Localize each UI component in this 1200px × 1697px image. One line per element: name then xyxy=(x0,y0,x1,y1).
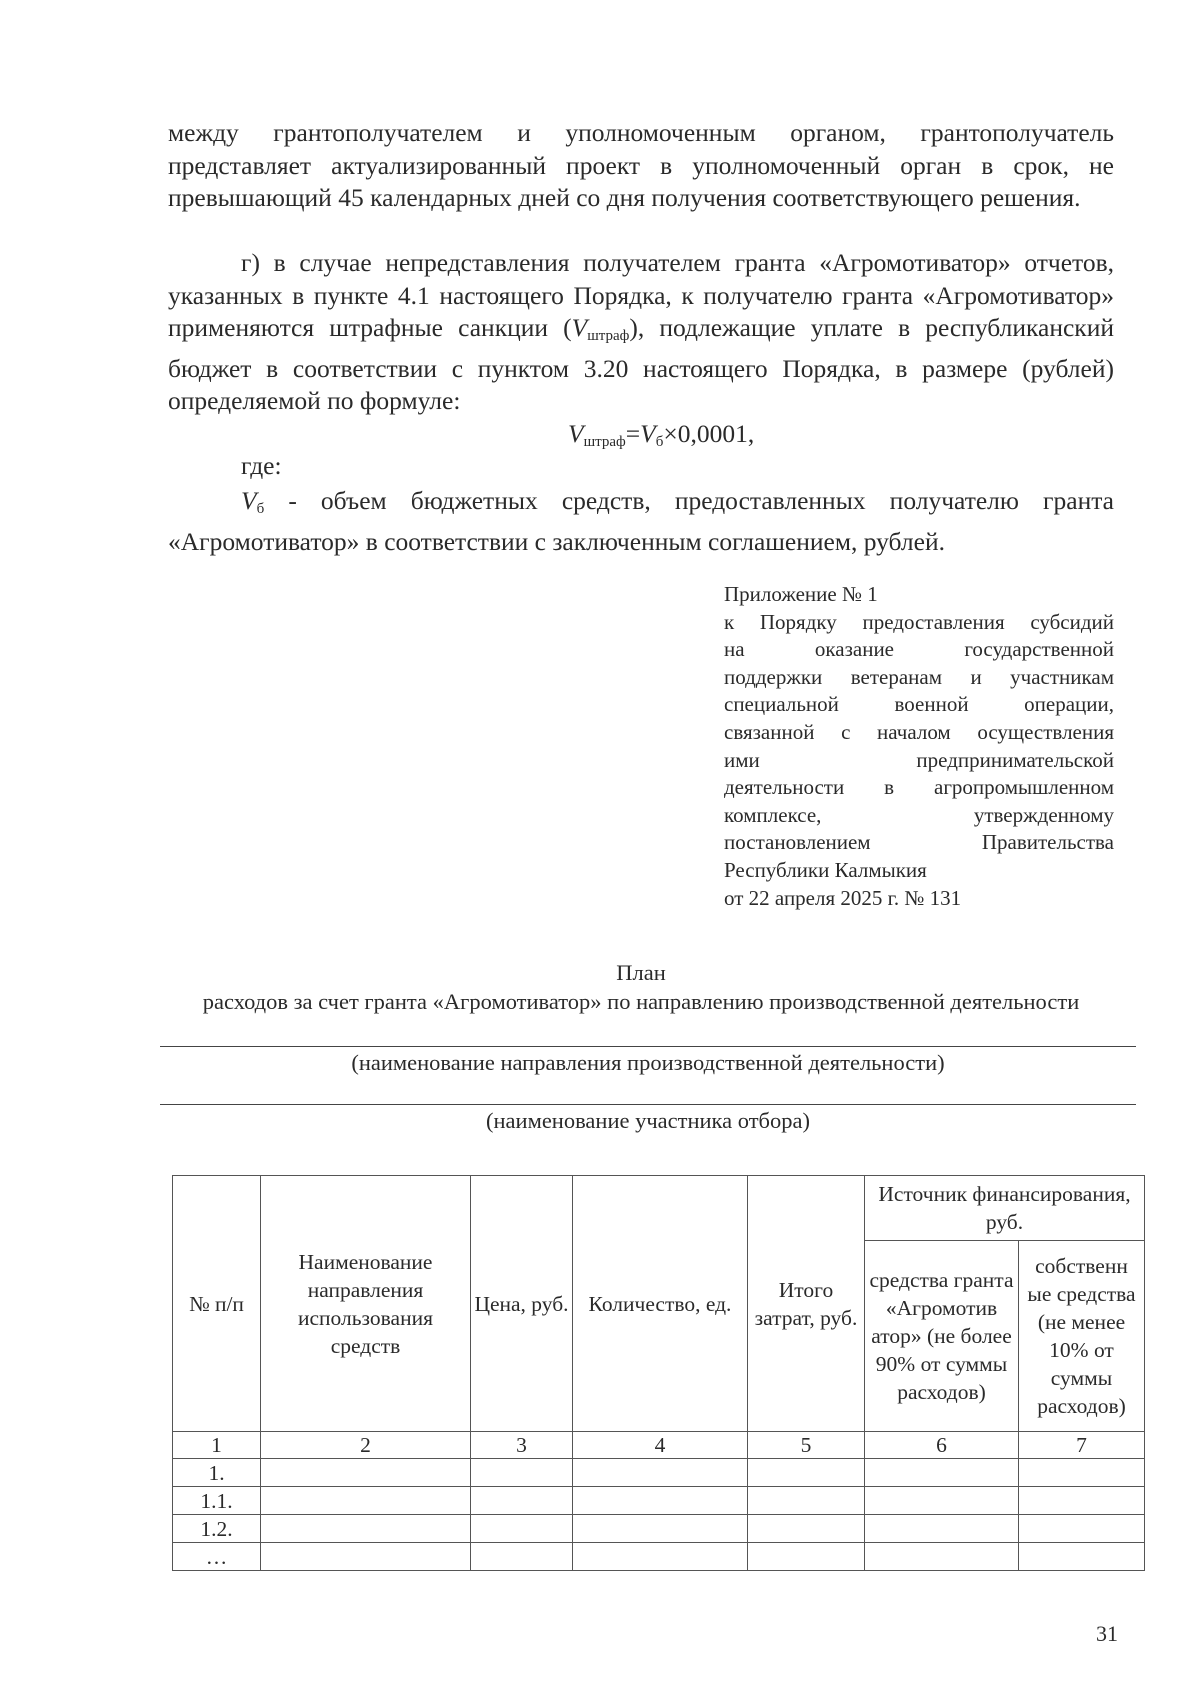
table-cell xyxy=(748,1515,865,1543)
appendix-line: к Порядку предоставления субсидий xyxy=(724,609,1114,634)
table-cell xyxy=(471,1515,573,1543)
appendix-header xyxy=(724,581,1114,912)
appendix-line: специальной военной операции, xyxy=(724,692,1114,717)
table-cell xyxy=(1019,1487,1145,1515)
paragraph-item-g xyxy=(168,247,1114,418)
appendix-line: деятельности в агропромышленном xyxy=(724,775,1114,800)
definition-text: - объем бюджетных средств, предоставленных получателю гранта «Агромотиватор» в соответствии с заключенным соглашением, рублей. xyxy=(168,486,1114,556)
formula-sub-budget: б xyxy=(655,434,664,450)
appendix-line: Республики Калмыкия xyxy=(724,857,927,882)
penalty-variable-subscript: штраф xyxy=(587,328,630,344)
table-cell xyxy=(748,1487,865,1515)
table-row xyxy=(173,1487,1145,1515)
penalty-formula xyxy=(568,418,754,458)
column-number: 7 xyxy=(1019,1432,1145,1459)
formula-var-penalty: V xyxy=(568,419,584,448)
table-row xyxy=(173,1515,1145,1543)
appendix-line: поддержки ветеранам и участникам xyxy=(724,664,1114,689)
table-cell xyxy=(573,1487,748,1515)
appendix-line: комплексе, утвержденному xyxy=(724,802,1114,827)
column-number-row xyxy=(173,1432,1145,1459)
expense-plan-table xyxy=(172,1175,1145,1571)
row-number: 1.2. xyxy=(173,1515,261,1543)
row-number: 1. xyxy=(173,1459,261,1487)
table-cell xyxy=(573,1515,748,1543)
formula-var-budget: V xyxy=(640,419,656,448)
table-cell xyxy=(573,1459,748,1487)
table-cell xyxy=(865,1487,1019,1515)
column-number: 6 xyxy=(865,1432,1019,1459)
row-number: … xyxy=(173,1543,261,1571)
table-cell xyxy=(261,1543,471,1571)
table-cell xyxy=(748,1459,865,1487)
column-number: 4 xyxy=(573,1432,748,1459)
table-cell xyxy=(865,1543,1019,1571)
header-own-funds: собственн ые средства (не менее 10% от суммы расходов) xyxy=(1019,1241,1145,1432)
table-cell xyxy=(1019,1515,1145,1543)
table-cell xyxy=(261,1459,471,1487)
direction-fill-line xyxy=(160,1046,1136,1047)
header-quantity: Количество, ед. xyxy=(573,1176,748,1432)
participant-caption: (наименование участника отбора) xyxy=(486,1108,810,1133)
appendix-line: на оказание государственной xyxy=(724,637,1114,662)
direction-caption: (наименование направления производственной деятельности) xyxy=(351,1050,945,1075)
column-number: 1 xyxy=(173,1432,261,1459)
definition-variable: V xyxy=(241,486,257,515)
table-cell xyxy=(471,1459,573,1487)
table-row xyxy=(173,1543,1145,1571)
column-number: 3 xyxy=(471,1432,573,1459)
header-name: Наименование направления использования средств xyxy=(261,1176,471,1432)
where-label: где: xyxy=(241,451,282,480)
appendix-date-line: от 22 апреля 2025 г. № 131 xyxy=(724,885,962,910)
paragraph-continuation: между грантополучателем и уполномоченным органом, грантополучатель представляет актуализированный проект в уполномоченный орган в срок, не превышающий 45 календарных дней со дня получения соответствующего решения. xyxy=(168,118,1114,212)
paragraph-item-g-end: ), подлежащие уплате в республиканский бюджет в соответствии с пунктом 3.20 настоящего Порядка, в размере (рублей) определяемой по формуле: xyxy=(168,313,1114,415)
table-cell xyxy=(471,1487,573,1515)
table-cell xyxy=(748,1543,865,1571)
penalty-variable: V xyxy=(571,313,588,342)
plan-subtitle: расходов за счет гранта «Агромотиватор» по направлению производственной деятельности xyxy=(202,989,1080,1014)
paragraph-item-g-start: г) в случае непредставления получателем гранта «Агромотиватор» отчетов, указанных в пункте 4.1 настоящего Порядка, к получателю гранта «Агромотиватор» применяются штрафные санкции ( xyxy=(168,248,1114,342)
table-cell xyxy=(261,1487,471,1515)
table-row xyxy=(173,1459,1145,1487)
participant-fill-line xyxy=(160,1104,1136,1105)
appendix-line: ими предпринимательской xyxy=(724,747,1114,772)
appendix-title: Приложение № 1 xyxy=(724,582,878,606)
column-number: 2 xyxy=(261,1432,471,1459)
row-number: 1.1. xyxy=(173,1487,261,1515)
table-cell xyxy=(1019,1543,1145,1571)
table-cell xyxy=(865,1459,1019,1487)
header-funding-source: Источник финансирования, руб. xyxy=(865,1176,1145,1241)
table-cell xyxy=(261,1515,471,1543)
table-cell xyxy=(1019,1459,1145,1487)
paragraph-definition xyxy=(168,485,1114,558)
formula-sub-penalty: штраф xyxy=(583,434,626,450)
appendix-line: связанной с началом осуществления xyxy=(724,719,1114,744)
table-cell xyxy=(573,1543,748,1571)
header-total: Итого затрат, руб. xyxy=(748,1176,865,1432)
header-grant-funds: средства гранта «Агромотив атор» (не более 90% от суммы расходов) xyxy=(865,1241,1019,1432)
plan-title: План xyxy=(616,960,666,985)
formula-multiplier: ×0,0001, xyxy=(663,419,755,448)
formula-equals: = xyxy=(625,419,641,448)
definition-variable-subscript: б xyxy=(256,501,265,517)
header-number: № п/п xyxy=(173,1176,261,1432)
appendix-line: постановлением Правительства xyxy=(724,830,1114,855)
table-cell xyxy=(865,1515,1019,1543)
table-cell xyxy=(471,1543,573,1571)
page-number: 31 xyxy=(1096,1621,1118,1646)
column-number: 5 xyxy=(748,1432,865,1459)
header-price: Цена, руб. xyxy=(471,1176,573,1432)
